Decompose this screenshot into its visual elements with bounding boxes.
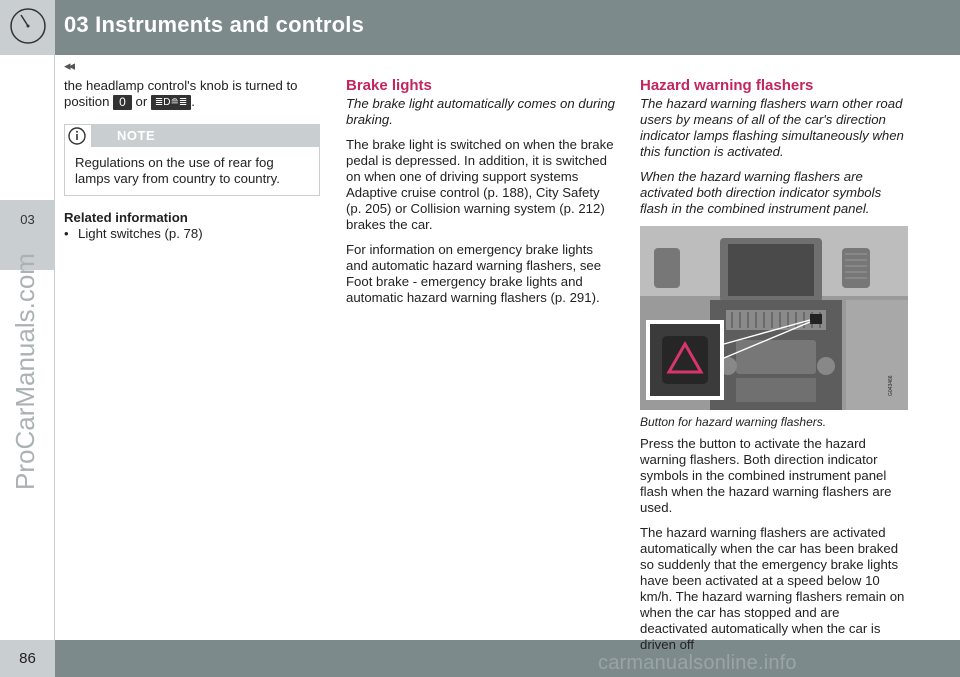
- column-middle: [346, 78, 616, 315]
- section-heading-hazard-flashers: Hazard warning flashers: [640, 77, 814, 94]
- note-box: [64, 124, 320, 196]
- chapter-title: 03 Instruments and controls: [64, 12, 365, 37]
- related-heading: Related information: [64, 210, 188, 226]
- section-lead: The hazard warning flashers warn other road users by means of all of the car's direction indicator lamps flashing simultaneously when this function is activated.: [640, 96, 904, 159]
- info-icon: [65, 125, 91, 147]
- related-list-item[interactable]: [64, 226, 320, 242]
- page-number: 86: [19, 650, 36, 667]
- chapter-number: 03: [20, 212, 35, 227]
- footer-watermark: carmanualsonline.info: [598, 652, 797, 674]
- related-link[interactable]: Light switches (p. 78): [78, 226, 203, 242]
- hazard-button-photo: [640, 226, 908, 410]
- column-left: [64, 78, 320, 242]
- column-right: [640, 78, 908, 662]
- photo-caption: Button for hazard warning flashers.: [640, 415, 827, 429]
- or-text: or: [135, 94, 148, 109]
- section-heading-brake-lights: Brake lights: [346, 77, 432, 94]
- section-lead: The brake light automatically comes on during braking.: [346, 96, 616, 127]
- dashboard-illustration: [640, 226, 908, 410]
- position-zero-symbol: 0: [113, 95, 132, 110]
- intro-text: [64, 78, 320, 110]
- note-title: NOTE: [117, 128, 156, 144]
- note-body: Regulations on the use of rear fog lamps vary from country to country.: [75, 155, 280, 187]
- side-watermark: ProCarManuals.com: [10, 253, 40, 490]
- fog-lamp-symbol: ≣D≘≣: [151, 95, 191, 110]
- note-header: [65, 125, 319, 147]
- header-icon-tab: [0, 0, 55, 55]
- sidebar-divider: [54, 55, 55, 640]
- intro-line-1: the headlamp control's knob is turned to: [64, 78, 298, 93]
- continued-marker: ◂◂: [64, 58, 74, 73]
- speedometer-icon: [8, 6, 48, 46]
- paragraph: Press the button to activate the hazard warning flashers. Both direction indicator symbols in the combined instrument panel flash when the hazard warning flashers are used.: [640, 436, 892, 515]
- photo-code: G043466: [888, 375, 894, 396]
- paragraph: The hazard warning flashers are activated automatically when the car has been braked so suddenly that the emergency brake lights have been activated at a speed below 10 km/h. The hazard warning flashers remain on when the car has stopped and are deactivated automatically when the car is driven off: [640, 525, 905, 652]
- paragraph: For information on emergency brake lights and automatic hazard warning flashers, see Foot brake - emergency brake lights and automatic hazard warning flashers (p. 291).: [346, 242, 602, 305]
- bullet: •: [64, 226, 69, 242]
- section-lead-2: When the hazard warning flashers are activated both direction indicator symbols flash in the combined instrument panel.: [640, 169, 882, 216]
- paragraph: The brake light is switched on when the brake pedal is depressed. In addition, it is switched on when one of driving support systems Adaptive cruise control (p. 188), City Safety (p. 205) or Collision warning system (p. 212) brakes the car.: [346, 137, 614, 232]
- period: .: [191, 94, 195, 109]
- intro-line-2: position: [64, 94, 110, 109]
